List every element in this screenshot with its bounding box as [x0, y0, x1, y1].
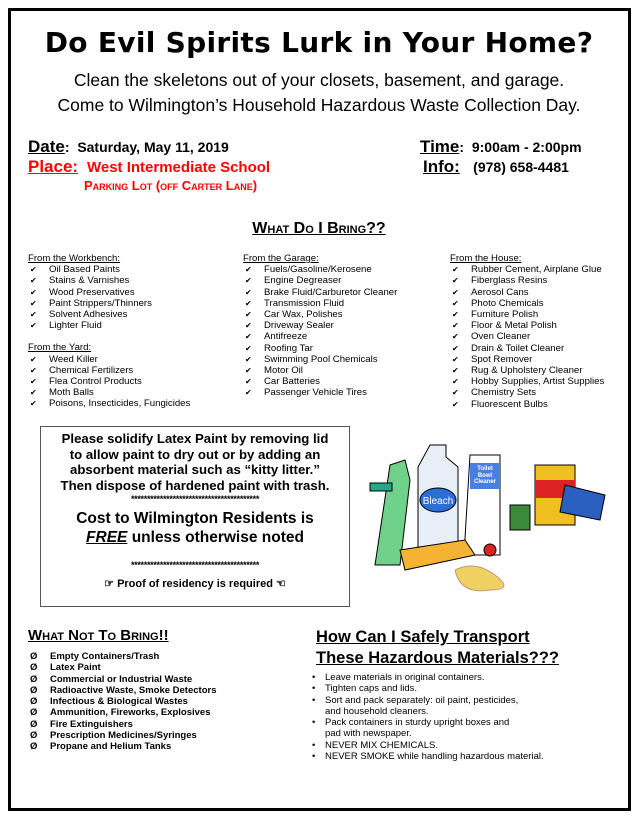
place-row [28, 157, 270, 177]
not-bring-item [28, 719, 217, 730]
bring-item: ✔ Floor & Metal Polish [450, 320, 630, 331]
bring-item: ✔ Solvent Adhesives [28, 309, 228, 320]
bring-item: ✔ Stains & Varnishes [28, 275, 228, 286]
place-value: West Intermediate School [86, 159, 271, 176]
transport-heading-line: These Hazardous Materials??? [316, 649, 559, 667]
free-text: FREE [86, 529, 128, 546]
transport-tip-line: and household cleaners. [325, 705, 429, 717]
bring-item: ✔ Fiberglass Resins [450, 275, 630, 286]
not-bring-text: Empty Containers/Trash [50, 651, 160, 662]
bring-item: ✔ Wood Preservatives [28, 287, 228, 298]
bring-item: ✔ Furniture Polish [450, 309, 630, 320]
proof-text: Proof of residency is required [117, 578, 273, 590]
what-not-to-bring-heading: What Not To Bring!! [28, 627, 169, 644]
group-title: From the Yard: [28, 342, 92, 354]
bring-item: ✔ Passenger Vehicle Tires [243, 387, 443, 398]
prohibited-icon: Ø [30, 684, 38, 696]
transport-tip [310, 717, 544, 740]
bring-item: ✔ Fuels/Gasoline/Kerosene [243, 264, 443, 275]
bring-item: ✔ Car Wax, Polishes [243, 309, 443, 320]
notice-line: absorbent material such as “kitty litter.” [70, 462, 320, 477]
bring-item: ✔ Spot Remover [450, 354, 630, 365]
not-bring-text: Ammunition, Fireworks, Explosives [50, 707, 211, 719]
not-bring-item [28, 685, 217, 696]
not-bring-text: Radioactive Waste, Smoke Detectors [50, 684, 217, 696]
latex-paint-notice [40, 426, 350, 607]
date-label: Date [28, 137, 65, 156]
bring-item: ✔ Oven Cleaner [450, 331, 630, 342]
group-title: From the Workbench: [28, 253, 121, 264]
bring-item: ✔ Rubber Cement, Airplane Glue [450, 264, 630, 275]
transport-tip-line: Sort and pack separately: oil paint, pesticides, [325, 694, 519, 706]
star-divider: **************************************** [130, 560, 260, 570]
house-group [450, 253, 630, 410]
notice-line: Please solidify Latex Paint by removing lid [61, 431, 329, 446]
prohibited-icon: Ø [30, 662, 38, 674]
notice-line: Then dispose of hardened paint with trash. [60, 477, 330, 493]
transport-heading [316, 627, 559, 669]
time-label: Time [420, 137, 460, 156]
bring-item: ✔ Oil Based Paints [28, 264, 228, 275]
transport-tip [310, 672, 544, 683]
bring-item: ✔ Moth Balls [28, 387, 228, 398]
prohibited-icon: Ø [30, 741, 38, 753]
time-row: Time: 9:00am - 2:00pm [420, 137, 582, 156]
bleach-label: Bleach [422, 496, 454, 507]
bring-item: ✔ Chemistry Sets [450, 387, 630, 398]
place-detail: Parking Lot (off Carter Lane) [84, 178, 258, 193]
bullet-icon: • [312, 717, 316, 729]
group-title: From the Garage: [243, 253, 319, 264]
proof-line [41, 577, 349, 590]
bring-item: ✔ Weed Killer [28, 354, 228, 365]
bring-item: ✔ Driveway Sealer [243, 320, 443, 331]
pointing-hand-right-icon: ☞ [104, 578, 114, 590]
spilled-bottle-icon [400, 540, 475, 570]
transport-tips-list [310, 672, 544, 762]
pointing-hand-left-icon: ☜ [276, 578, 286, 590]
bring-item: ✔ Car Batteries [243, 376, 443, 387]
not-bring-text: Fire Extinguishers [50, 718, 133, 730]
date-row: Date: Saturday, May 11, 2019 [28, 137, 229, 156]
prohibited-icon: Ø [30, 696, 38, 708]
transport-tip-line: NEVER MIX CHEMICALS. [325, 739, 438, 751]
not-bring-item [28, 674, 217, 685]
bring-item: ✔ Poisons, Insecticides, Fungicides [28, 398, 228, 409]
prohibited-icon: Ø [30, 707, 38, 719]
transport-tip [310, 683, 544, 694]
bring-item: ✔ Aerosol Cans [450, 287, 630, 298]
toilet-cleaner-label: Toilet Bowl Cleaner [473, 466, 496, 485]
bullet-icon: • [312, 751, 316, 763]
date-value: Saturday, May 11, 2019 [77, 139, 229, 155]
bring-item: ✔ Transmission Fluid [243, 298, 443, 309]
bring-item: ✔ Chemical Fertilizers [28, 365, 228, 376]
prohibited-icon: Ø [30, 730, 38, 742]
not-bring-list [28, 651, 217, 753]
bring-item: ✔ Hobby Supplies, Artist Supplies [450, 376, 630, 387]
workbench-group [28, 253, 228, 410]
subtitle-line-1: Clean the skeletons out of your closets, basement, and garage. [73, 70, 565, 90]
transport-tip-line: NEVER SMOKE while handling hazardous material. [325, 751, 544, 763]
not-bring-text: Latex Paint [50, 662, 101, 674]
transport-heading-line: How Can I Safely Transport [316, 628, 530, 646]
transport-tip [310, 740, 544, 751]
bring-item: ✔ Paint Strippers/Thinners [28, 298, 228, 309]
cost-rest: unless otherwise noted [127, 529, 304, 546]
can-icon [510, 505, 530, 530]
not-bring-text: Propane and Helium Tanks [50, 741, 172, 753]
not-bring-item [28, 730, 217, 741]
not-bring-item [28, 707, 217, 718]
bring-item: ✔ Brake Fluid/Carburetor Cleaner [243, 287, 443, 298]
time-value: 9:00am - 2:00pm [471, 139, 582, 155]
bring-item: ✔ Drain & Toilet Cleaner [450, 343, 630, 354]
star-divider: **************************************** [130, 494, 260, 504]
not-bring-item [28, 741, 217, 752]
transport-tip-line: pad with newspaper. [325, 728, 412, 740]
garage-group [243, 253, 443, 399]
bullet-icon: • [312, 694, 316, 706]
info-value: (978) 658-4481 [473, 159, 569, 175]
transport-tip-line: Pack containers in sturdy upright boxes and [325, 717, 510, 729]
what-to-bring-heading: What Do I Bring?? [252, 220, 386, 237]
bring-item: ✔ Motor Oil [243, 365, 443, 376]
cost-line: Cost to Wilmington Residents is [76, 510, 314, 527]
not-bring-text: Prescription Medicines/Syringes [50, 730, 197, 742]
notice-line: to allow paint to dry out or by adding an [69, 446, 321, 462]
subtitle-line-2: Come to Wilmington’s Household Hazardous Waste Collection Day. [57, 95, 581, 115]
bring-item: ✔ Lighter Fluid [28, 320, 228, 331]
not-bring-text: Commercial or Industrial Waste [50, 673, 193, 685]
transport-tip [310, 751, 544, 762]
transport-tip-line: Tighten caps and lids. [325, 683, 418, 695]
bring-item: ✔ Fluorescent Bulbs [450, 399, 630, 410]
not-bring-item [28, 651, 217, 662]
transport-tip-line: Leave materials in original containers. [325, 672, 485, 683]
prohibited-icon: Ø [30, 651, 38, 662]
group-title: From the House: [450, 253, 522, 264]
flyer-title: Do Evil Spirits Lurk in Your Home? [44, 26, 594, 59]
transport-tip [310, 695, 544, 718]
bring-item: ✔ Flea Control Products [28, 376, 228, 387]
household-chemicals-clipart [360, 425, 620, 595]
bring-item: ✔ Rug & Upholstery Cleaner [450, 365, 630, 376]
place-label: Place: [28, 157, 79, 176]
bring-item: ✔ Roofing Tar [243, 343, 443, 354]
bring-item: ✔ Photo Chemicals [450, 298, 630, 309]
prohibited-icon: Ø [30, 718, 38, 730]
bullet-icon: • [312, 739, 316, 751]
bring-item: ✔ Engine Degreaser [243, 275, 443, 286]
info-row [423, 157, 569, 177]
info-label: Info: [423, 157, 460, 176]
not-bring-text: Infectious & Biological Wastes [50, 696, 188, 708]
bring-item: ✔ Antifreeze [243, 331, 443, 342]
not-bring-item [28, 662, 217, 673]
bullet-icon: • [312, 683, 316, 695]
not-bring-item [28, 696, 217, 707]
prohibited-icon: Ø [30, 673, 38, 685]
bullet-icon: • [312, 672, 316, 683]
bring-item: ✔ Swimming Pool Chemicals [243, 354, 443, 365]
